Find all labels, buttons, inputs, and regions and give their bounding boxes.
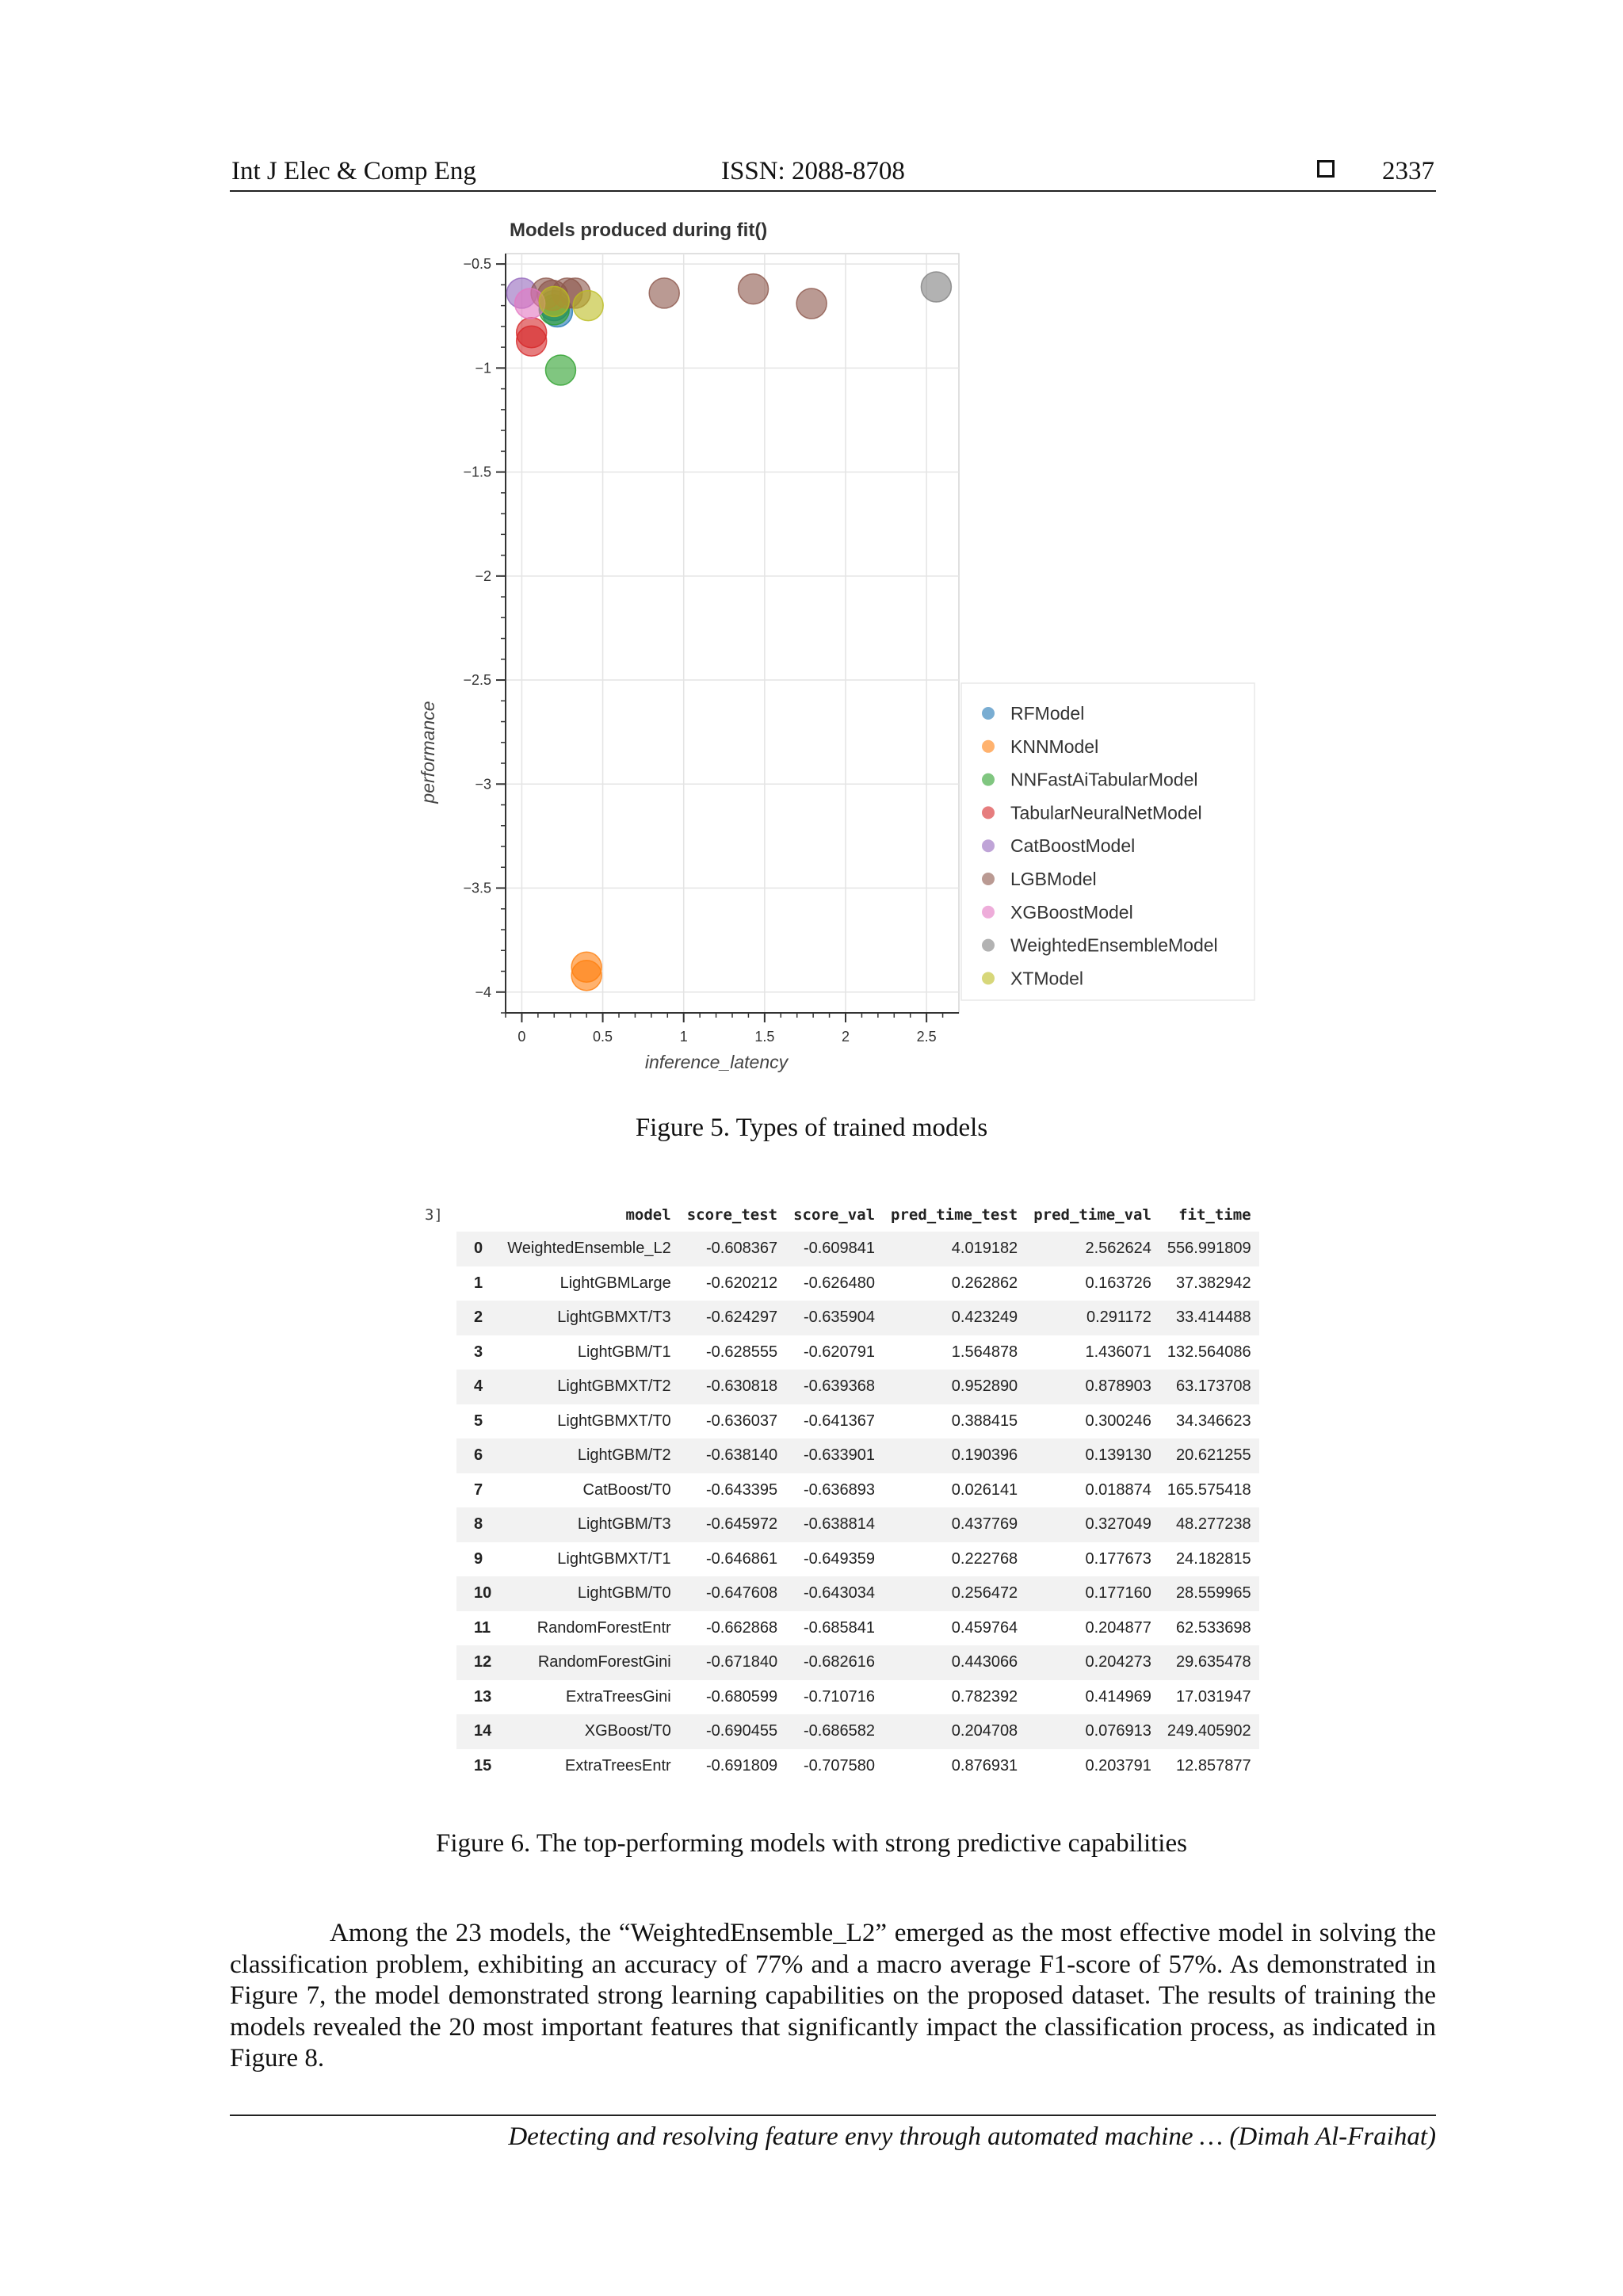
- table-cell: 0.163726: [1085, 1274, 1151, 1292]
- table-row-index: 9: [474, 1549, 483, 1568]
- footer-text: Detecting and resolving feature envy through automated machine … (Dimah Al-Fraihat): [508, 2122, 1436, 2151]
- x-tick-label: 1.5: [754, 1029, 775, 1045]
- x-tick-label: 0: [517, 1029, 526, 1045]
- table-cell: 0.327049: [1025, 1507, 1159, 1542]
- table-cell: 0.262862: [951, 1274, 1018, 1292]
- table-cell: 0.459764: [951, 1618, 1018, 1637]
- table-row-index: 13: [474, 1687, 492, 1706]
- table-cell: -0.671840: [679, 1645, 785, 1680]
- table-cell: -0.630818: [679, 1370, 785, 1404]
- table-cell: -0.636037: [706, 1412, 778, 1430]
- table-row: [456, 1473, 1259, 1508]
- table-row-index: 10: [456, 1576, 499, 1611]
- data-point: [517, 326, 547, 356]
- table-header-cell: score_test: [686, 1206, 778, 1224]
- table-cell: RandomForestEntr: [537, 1618, 671, 1637]
- data-point: [649, 278, 679, 308]
- legend-label: CatBoostModel: [1010, 835, 1136, 857]
- table-row: [456, 1611, 1259, 1646]
- page-header: [230, 155, 1436, 192]
- table-row-index: 11: [474, 1618, 491, 1637]
- legend-label: XGBoostModel: [1010, 901, 1133, 923]
- table-cell: 249.405902: [1159, 1714, 1259, 1749]
- table-cell: -0.643395: [706, 1480, 778, 1499]
- table-cell: -0.710716: [803, 1687, 876, 1706]
- table-row-index: 5: [474, 1412, 483, 1430]
- table-cell: 0.190396: [883, 1438, 1025, 1473]
- legend-marker: [982, 906, 995, 919]
- y-tick-label: −3.5: [463, 880, 491, 896]
- legend-label: NNFastAiTabularModel: [1010, 769, 1198, 790]
- x-tick-label: 2.5: [916, 1029, 937, 1045]
- y-tick-label: −4: [475, 984, 491, 1000]
- table-cell: 1.564878: [951, 1343, 1018, 1361]
- table-cell: 0.026141: [951, 1480, 1018, 1499]
- data-point: [921, 272, 951, 302]
- table-cell: -0.680599: [706, 1687, 778, 1706]
- table-cell: RandomForestGini: [499, 1645, 678, 1680]
- table-cell: 0.388415: [951, 1412, 1018, 1430]
- x-tick-label: 2: [841, 1029, 850, 1045]
- table-row: [456, 1749, 1259, 1784]
- table-cell: 0.782392: [951, 1687, 1018, 1706]
- legend-marker: [982, 740, 995, 753]
- table-cell: -0.626480: [803, 1274, 876, 1292]
- table-row: [456, 1301, 1259, 1335]
- table-header-row: [456, 1198, 1259, 1232]
- table-row-index: 7: [474, 1480, 483, 1499]
- legend-marker: [982, 774, 995, 786]
- table-cell: 63.173708: [1159, 1370, 1259, 1404]
- issn: ISSN: 2088-8708: [721, 157, 905, 185]
- x-tick-label: 1: [679, 1029, 688, 1045]
- table-cell: -0.685841: [803, 1618, 876, 1637]
- table-row: [456, 1680, 1259, 1715]
- chart-title: Models produced during fit(): [510, 220, 768, 241]
- legend-marker: [982, 839, 995, 852]
- table-row-index: 14: [456, 1714, 499, 1749]
- legend-marker: [982, 939, 995, 952]
- table-cell: 0.076913: [1025, 1714, 1159, 1749]
- table-cell: 37.382942: [1176, 1274, 1251, 1292]
- table-cell: -0.620791: [803, 1343, 876, 1361]
- scatter-chart: [412, 214, 1260, 1086]
- table-cell: -0.686582: [785, 1714, 883, 1749]
- figure6-caption: Figure 6. The top-performing models with strong predictive capabilities: [436, 1829, 1187, 1858]
- x-tick-label: 0.5: [593, 1029, 613, 1045]
- table-cell: LightGBMXT/T2: [499, 1370, 678, 1404]
- table-cell: 0.300246: [1085, 1412, 1151, 1430]
- table-row: [456, 1576, 1259, 1611]
- table-cell: -0.608367: [679, 1232, 785, 1266]
- table-cell: -0.638140: [679, 1438, 785, 1473]
- table-cell: 0.256472: [883, 1576, 1025, 1611]
- table-cell: 0.414969: [1085, 1687, 1151, 1706]
- page-number: 2337: [1382, 157, 1434, 185]
- table-cell: -0.647608: [679, 1576, 785, 1611]
- legend-label: LGBModel: [1010, 869, 1097, 889]
- table-cell: 132.564086: [1167, 1343, 1251, 1361]
- data-point: [739, 274, 769, 304]
- results-table-wrap: [456, 1198, 1281, 1783]
- y-tick-label: −1: [475, 360, 491, 376]
- legend-marker: [982, 873, 995, 885]
- table-row-index: 2: [456, 1301, 499, 1335]
- table-cell: -0.638814: [785, 1507, 883, 1542]
- table-cell: LightGBMXT/T1: [557, 1549, 671, 1568]
- legend-marker: [982, 972, 995, 984]
- table-row: [456, 1645, 1259, 1680]
- table-cell: -0.628555: [706, 1343, 778, 1361]
- table-cell: 12.857877: [1176, 1756, 1251, 1775]
- table-row-index: 15: [474, 1756, 492, 1775]
- table-row-index: 6: [456, 1438, 499, 1473]
- table-cell: 1.436071: [1085, 1343, 1151, 1361]
- table-row: [456, 1714, 1259, 1749]
- results-table: [456, 1198, 1259, 1783]
- table-cell: 0.437769: [883, 1507, 1025, 1542]
- x-axis-label: inference_latency: [644, 1052, 789, 1072]
- data-point: [539, 286, 569, 316]
- table-cell: ExtraTreesEntr: [564, 1756, 671, 1775]
- table-header-cell: model: [625, 1206, 671, 1224]
- table-row-index: 3: [474, 1343, 483, 1361]
- table-row-index: 8: [456, 1507, 499, 1542]
- table-cell: 165.575418: [1167, 1480, 1251, 1499]
- cell-prompt: 3]: [425, 1206, 443, 1224]
- table-cell: -0.649359: [803, 1549, 876, 1568]
- table-cell: -0.662868: [706, 1618, 778, 1637]
- table-cell: -0.682616: [785, 1645, 883, 1680]
- y-tick-label: −2: [475, 567, 491, 584]
- table-cell: 0.952890: [883, 1370, 1025, 1404]
- table-cell: -0.624297: [679, 1301, 785, 1335]
- table-cell: 0.177160: [1025, 1576, 1159, 1611]
- table-cell: 4.019182: [883, 1232, 1025, 1266]
- table-row-index: 1: [474, 1274, 483, 1292]
- table-cell: LightGBM/T1: [577, 1343, 671, 1361]
- y-axis-label: performance: [418, 701, 438, 804]
- journal-name: Int J Elec & Comp Eng: [231, 157, 476, 185]
- table-cell: -0.633901: [785, 1438, 883, 1473]
- table-cell: LightGBM/T2: [499, 1438, 678, 1473]
- table-cell: -0.645972: [679, 1507, 785, 1542]
- table-row: [456, 1404, 1259, 1439]
- data-point: [796, 288, 827, 319]
- table-row: [456, 1438, 1259, 1473]
- legend-marker: [982, 707, 995, 720]
- figure5-caption: Figure 5. Types of trained models: [635, 1114, 988, 1142]
- table-cell: -0.636893: [803, 1480, 876, 1499]
- data-point: [571, 961, 601, 991]
- table-cell: LightGBM/T0: [499, 1576, 678, 1611]
- table-cell: 34.346623: [1176, 1412, 1251, 1430]
- table-cell: -0.690455: [679, 1714, 785, 1749]
- square-icon: [1317, 160, 1335, 178]
- table-cell: 0.204273: [1025, 1645, 1159, 1680]
- table-row-index: 4: [456, 1370, 499, 1404]
- table-cell: -0.620212: [706, 1274, 778, 1292]
- table-cell: LightGBM/T3: [499, 1507, 678, 1542]
- table-cell: -0.609841: [785, 1232, 883, 1266]
- y-tick-label: −1.5: [463, 464, 491, 480]
- table-cell: -0.691809: [706, 1756, 778, 1775]
- table-cell: 2.562624: [1025, 1232, 1159, 1266]
- table-cell: 48.277238: [1159, 1507, 1259, 1542]
- legend-label: WeightedEnsembleModel: [1010, 934, 1218, 956]
- legend-label: RFModel: [1010, 703, 1085, 724]
- legend-label: KNNModel: [1010, 735, 1099, 757]
- table-cell: -0.646861: [706, 1549, 778, 1568]
- table-row: [456, 1507, 1259, 1542]
- table-cell: 29.635478: [1159, 1645, 1259, 1680]
- data-point: [545, 355, 575, 385]
- data-point: [573, 291, 603, 321]
- legend-marker: [982, 806, 995, 819]
- table-row-index: 12: [456, 1645, 499, 1680]
- table-cell: 24.182815: [1176, 1549, 1251, 1568]
- table-cell: 17.031947: [1176, 1687, 1251, 1706]
- table-cell: 556.991809: [1159, 1232, 1259, 1266]
- table-cell: CatBoost/T0: [582, 1480, 671, 1499]
- table-header-cell: fit_time: [1178, 1206, 1251, 1224]
- table-row: [456, 1542, 1259, 1577]
- table-row: [456, 1232, 1259, 1266]
- table-cell: -0.641367: [803, 1412, 876, 1430]
- table-cell: 62.533698: [1176, 1618, 1251, 1637]
- table-cell: 0.878903: [1025, 1370, 1159, 1404]
- table-cell: 0.876931: [951, 1756, 1018, 1775]
- table-cell: -0.643034: [785, 1576, 883, 1611]
- table-header-cell: pred_time_val: [1033, 1206, 1151, 1224]
- table-cell: 0.423249: [883, 1301, 1025, 1335]
- table-cell: 0.222768: [951, 1549, 1018, 1568]
- table-cell: 0.204877: [1085, 1618, 1151, 1637]
- table-cell: 0.203791: [1085, 1756, 1151, 1775]
- table-row-index: 0: [456, 1232, 499, 1266]
- table-cell: LightGBMLarge: [559, 1274, 671, 1292]
- table-row: [456, 1266, 1259, 1301]
- table-body: [456, 1232, 1259, 1783]
- table-cell: LightGBMXT/T0: [557, 1412, 671, 1430]
- table-cell: -0.639368: [785, 1370, 883, 1404]
- table-cell: ExtraTreesGini: [566, 1687, 671, 1706]
- table-cell: 0.177673: [1085, 1549, 1151, 1568]
- table-cell: XGBoost/T0: [499, 1714, 678, 1749]
- table-row: [456, 1370, 1259, 1404]
- y-tick-label: −3: [475, 776, 491, 793]
- table-header-cell: pred_time_test: [891, 1206, 1018, 1224]
- table-row: [456, 1335, 1259, 1370]
- table-cell: 28.559965: [1159, 1576, 1259, 1611]
- page-footer: [230, 2115, 1436, 2152]
- table-cell: 0.204708: [883, 1714, 1025, 1749]
- y-tick-label: −0.5: [463, 256, 491, 273]
- body-paragraph: Among the 23 models, the “WeightedEnsemble_L2” emerged as the most effective model in solving the classification problem, exhibiting an accuracy of 77% and a macro average F1-score of 57%. As demonstrated in Figure 7, the model demonstrated strong learning capabilities on the proposed dataset. The results of training the models revealed the 20 most important features that significantly impact the classification process, as indicated in Figure 8.: [230, 1919, 1436, 2073]
- table-cell: WeightedEnsemble_L2: [499, 1232, 678, 1266]
- legend-label: XTModel: [1010, 968, 1084, 989]
- table-header-index: [456, 1198, 499, 1232]
- table-cell: 0.443066: [883, 1645, 1025, 1680]
- table-cell: -0.707580: [803, 1756, 876, 1775]
- body-text: [230, 1918, 1436, 2075]
- table-cell: LightGBMXT/T3: [499, 1301, 678, 1335]
- table-header-cell: score_val: [793, 1206, 876, 1224]
- y-tick-label: −2.5: [463, 672, 491, 689]
- table-cell: 33.414488: [1159, 1301, 1259, 1335]
- legend-label: TabularNeuralNetModel: [1010, 802, 1202, 823]
- table-cell: 20.621255: [1159, 1438, 1259, 1473]
- table-cell: 0.291172: [1025, 1301, 1159, 1335]
- table-cell: 0.018874: [1085, 1480, 1151, 1499]
- table-cell: -0.635904: [785, 1301, 883, 1335]
- table-cell: 0.139130: [1025, 1438, 1159, 1473]
